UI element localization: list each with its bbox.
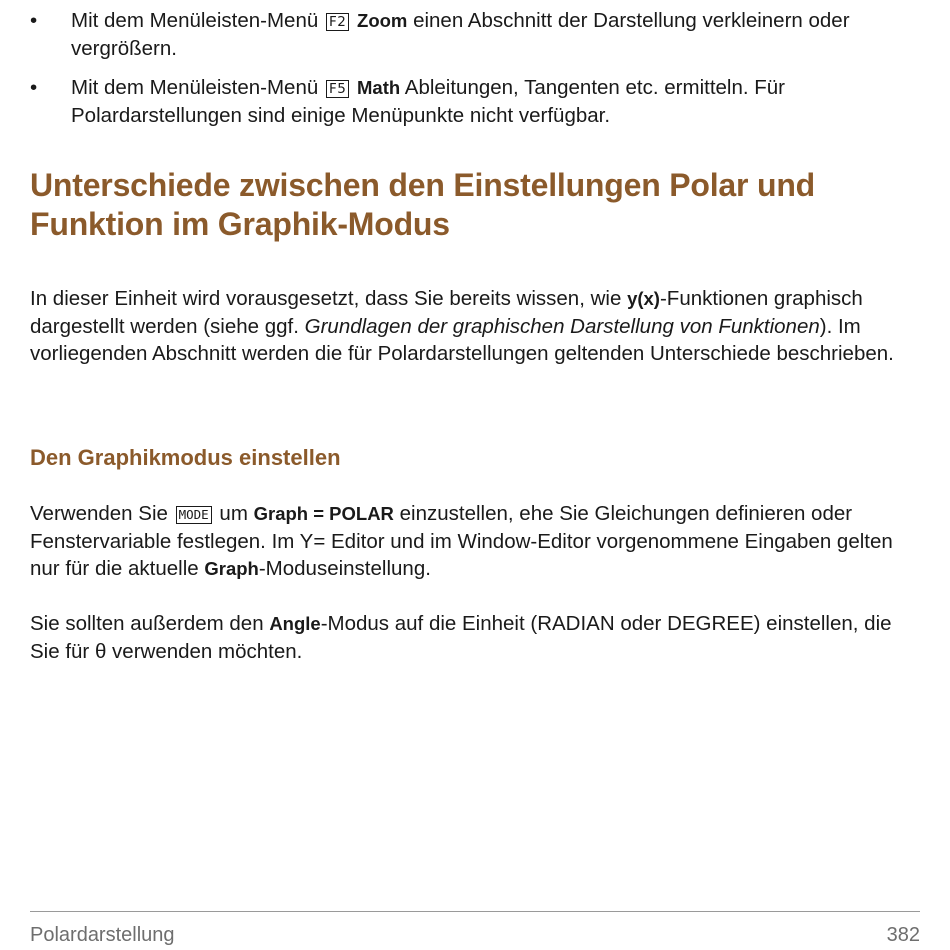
f5-key-icon: F5 <box>326 80 349 98</box>
bullet-list <box>30 7 920 141</box>
bullet-marker: • <box>30 76 38 99</box>
f2-key-icon: F2 <box>326 13 349 31</box>
graph-polar-setting: Graph = POLAR <box>253 503 394 524</box>
bullet-text: einen Abschnitt der Darstellung verkleinern oder vergrößern. <box>71 9 850 60</box>
page-number: 382 <box>886 924 920 946</box>
angle-text: -Modus auf die Einheit (RADIAN oder DEGREE) einstellen, die Sie für θ verwenden möchten. <box>30 612 892 663</box>
angle-paragraph <box>30 610 920 665</box>
bullet-marker: • <box>30 9 38 32</box>
footer-divider <box>30 911 920 912</box>
angle-term: Angle <box>269 613 321 634</box>
mode-paragraph <box>30 500 920 583</box>
math-menu-label: Math <box>357 77 401 98</box>
mode-text: einzustellen, ehe Sie Gleichungen definieren oder Fenstervariable festlegen. Im Y= Editor und im Window-Editor vorgenommene Eingaben gelten nur für die aktuelle <box>30 502 893 580</box>
graph-term: Graph <box>204 558 259 579</box>
subsection-heading: Den Graphikmodus einstellen <box>30 445 341 470</box>
cross-reference-link[interactable]: Grundlagen der graphischen Darstellung von Funktionen <box>304 314 820 338</box>
zoom-menu-label: Zoom <box>357 10 408 31</box>
bullet-text: Mit dem Menüleisten-Menü <box>71 9 319 32</box>
mode-text: um <box>219 502 248 525</box>
bullet-text: Ableitungen, Tangenten etc. ermitteln. Für Polardarstellungen sind einige Menüpunkte nicht verfügbar. <box>71 76 786 127</box>
intro-text: -Funktionen graphisch dargestellt werden (siehe ggf. <box>30 287 863 338</box>
mode-text: Verwenden Sie <box>30 502 168 525</box>
document-page <box>30 0 920 950</box>
bullet-item-math <box>30 74 920 130</box>
angle-text: Sie sollten außerdem den <box>30 612 264 635</box>
bullet-text: Mit dem Menüleisten-Menü <box>71 76 319 99</box>
footer-section-title: Polardarstellung <box>30 924 175 946</box>
mode-key-icon: MODE <box>176 506 212 524</box>
yx-term: y(x) <box>627 288 660 309</box>
mode-text: -Moduseinstellung. <box>258 557 431 580</box>
intro-text: ). Im vorliegenden Abschnitt werden die für Polardarstellungen geltenden Unterschiede beschrieben. <box>30 314 894 365</box>
intro-text: In dieser Einheit wird vorausgesetzt, dass Sie bereits wissen, wie <box>30 287 622 310</box>
section-heading: Unterschiede zwischen den Einstellungen Polar und Funktion im Graphik-Modus <box>30 167 816 242</box>
intro-paragraph <box>30 285 920 368</box>
bullet-item-zoom <box>30 7 920 63</box>
